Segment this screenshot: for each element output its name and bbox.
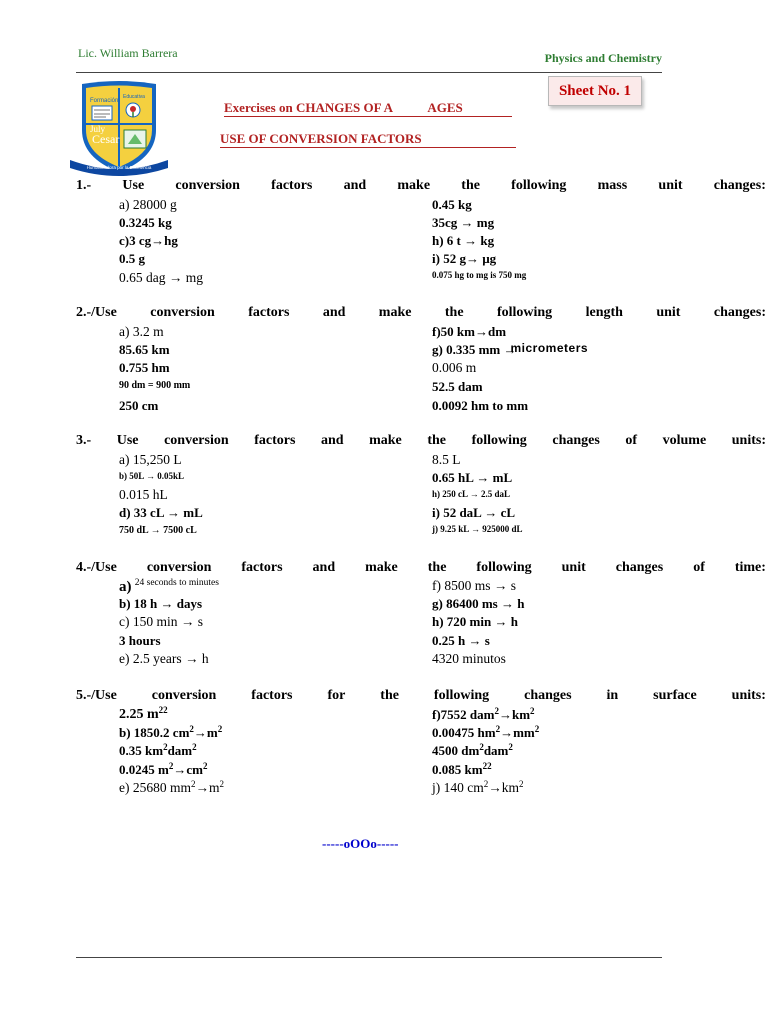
list-item: b) 50L → 0.05kL xyxy=(119,471,185,481)
logo-text-center: Cesar xyxy=(92,132,120,146)
list-item: a) 15,250 L xyxy=(119,452,182,467)
list-item: a) 28000 g xyxy=(119,197,177,212)
question-1-text: 1.- Use conversion factors and make the following mass unit changes: xyxy=(76,178,766,193)
logo-text-upper: Formación xyxy=(90,98,119,104)
list-item: 90 dm = 900 mm xyxy=(119,380,191,391)
subject-name: Physics and Chemistry xyxy=(544,51,662,65)
list-item: 0.755 hm xyxy=(119,360,170,375)
list-item: 0.65 hL → mL xyxy=(432,470,513,485)
list-item: b) 18 h → days xyxy=(119,596,203,611)
list-item: 0.006 m xyxy=(432,360,477,375)
list-item: 0.65 dag → mg xyxy=(119,270,203,285)
list-item: 3 hours xyxy=(119,633,161,648)
list-item: 0.085 $km^{22}$ xyxy=(432,761,492,777)
question-3-text: 3.- Use conversion factors and make the following changes of volume units: xyxy=(76,433,766,448)
list-item: f)7552 $dam^2\to km^2$ xyxy=(432,706,535,722)
list-item: 0.0245 $m^2\to cm^2$ xyxy=(119,761,208,777)
worksheet-subtitle: USE OF CONVERSION FACTORS xyxy=(220,131,422,146)
list-item: 0.015 hL xyxy=(119,487,168,502)
list-item: 0.00475 $hm^2\to mm^2$ xyxy=(432,724,540,740)
list-item: c)3 cg→hg xyxy=(119,233,178,248)
list-item: b) 1850.2 $cm^2\to m^2$ xyxy=(119,724,223,740)
list-item: a) $^{24 seconds to minutes}$ xyxy=(119,578,219,595)
list-item: d) 33 cL → mL xyxy=(119,505,203,520)
list-item: 4320 minutos xyxy=(432,651,506,666)
footer-rule xyxy=(76,957,662,958)
list-item: 35cg → mg xyxy=(432,215,495,230)
list-item: 750 dL → 7500 cL xyxy=(119,525,197,536)
list-item: j) 140 $cm^2\to km^2$ xyxy=(432,779,524,795)
list-item: i) 52 daL → cL xyxy=(432,505,516,520)
logo-text-left: July xyxy=(90,124,106,134)
logo-text-ribbon: Humanizadora por la Excelencia xyxy=(86,165,152,170)
sheet-number-box: Sheet No. 1 xyxy=(548,76,642,106)
list-item: 0.0092 hm to mm xyxy=(432,398,529,413)
list-item: 0.25 h → s xyxy=(432,633,490,648)
list-item: i) 52 g→ µg xyxy=(432,251,497,266)
list-item: 2.25 $m^{22}$ xyxy=(119,705,168,722)
question-4-text: 4.-/Use conversion factors and make the following unit changes of time: xyxy=(76,560,766,575)
list-item: g) 0.335 mm →micrometers xyxy=(432,341,589,357)
question-5-text: 5.-/Use conversion factors for the following changes in surface units: xyxy=(76,688,766,703)
list-item: 52.5 dam xyxy=(432,379,483,394)
list-item: 0.075 hg to mg is 750 mg xyxy=(432,270,527,280)
list-item: 250 cm xyxy=(119,398,159,413)
list-item: e) 2.5 years → h xyxy=(119,651,209,666)
list-item: 0.35 $km^2dam^2$ xyxy=(119,742,197,758)
logo-text-top-right: Educativa xyxy=(123,94,145,100)
header-rule xyxy=(76,72,662,73)
subtitle-underline xyxy=(220,147,516,148)
list-item: h) 720 min → h xyxy=(432,614,518,629)
list-item: g) 86400 ms → h xyxy=(432,596,525,611)
list-item: 4500 $dm^2dam^2$ xyxy=(432,742,513,758)
list-item: h) 6 t → kg xyxy=(432,233,495,248)
list-item: a) 3.2 m xyxy=(119,324,164,339)
list-item: j) 9.25 kL → 925000 dL xyxy=(432,524,523,534)
title-underline xyxy=(224,116,512,117)
worksheet-title: Exercises on CHANGES OF A AGES xyxy=(224,100,463,115)
end-mark: -----oOOo----- xyxy=(322,836,399,851)
list-item: 0.5 g xyxy=(119,251,145,266)
list-item: 0.3245 kg xyxy=(119,215,172,230)
list-item: f)50 km→dm xyxy=(432,324,507,339)
list-item: e) 25680 $mm^2\to m^2$ xyxy=(119,779,225,795)
question-2-text: 2.-/Use conversion factors and make the following length unit changes: xyxy=(76,305,766,320)
list-item: 85.65 km xyxy=(119,342,170,357)
list-item: h) 250 cL → 2.5 daL xyxy=(432,489,511,499)
list-item: f) 8500 ms → s xyxy=(432,578,516,593)
list-item: 8.5 L xyxy=(432,452,461,467)
author-name: Lic. William Barrera xyxy=(78,46,178,60)
list-item: 0.45 kg xyxy=(432,197,472,212)
school-crest-logo xyxy=(68,80,170,176)
list-item: c) 150 min → s xyxy=(119,614,203,629)
